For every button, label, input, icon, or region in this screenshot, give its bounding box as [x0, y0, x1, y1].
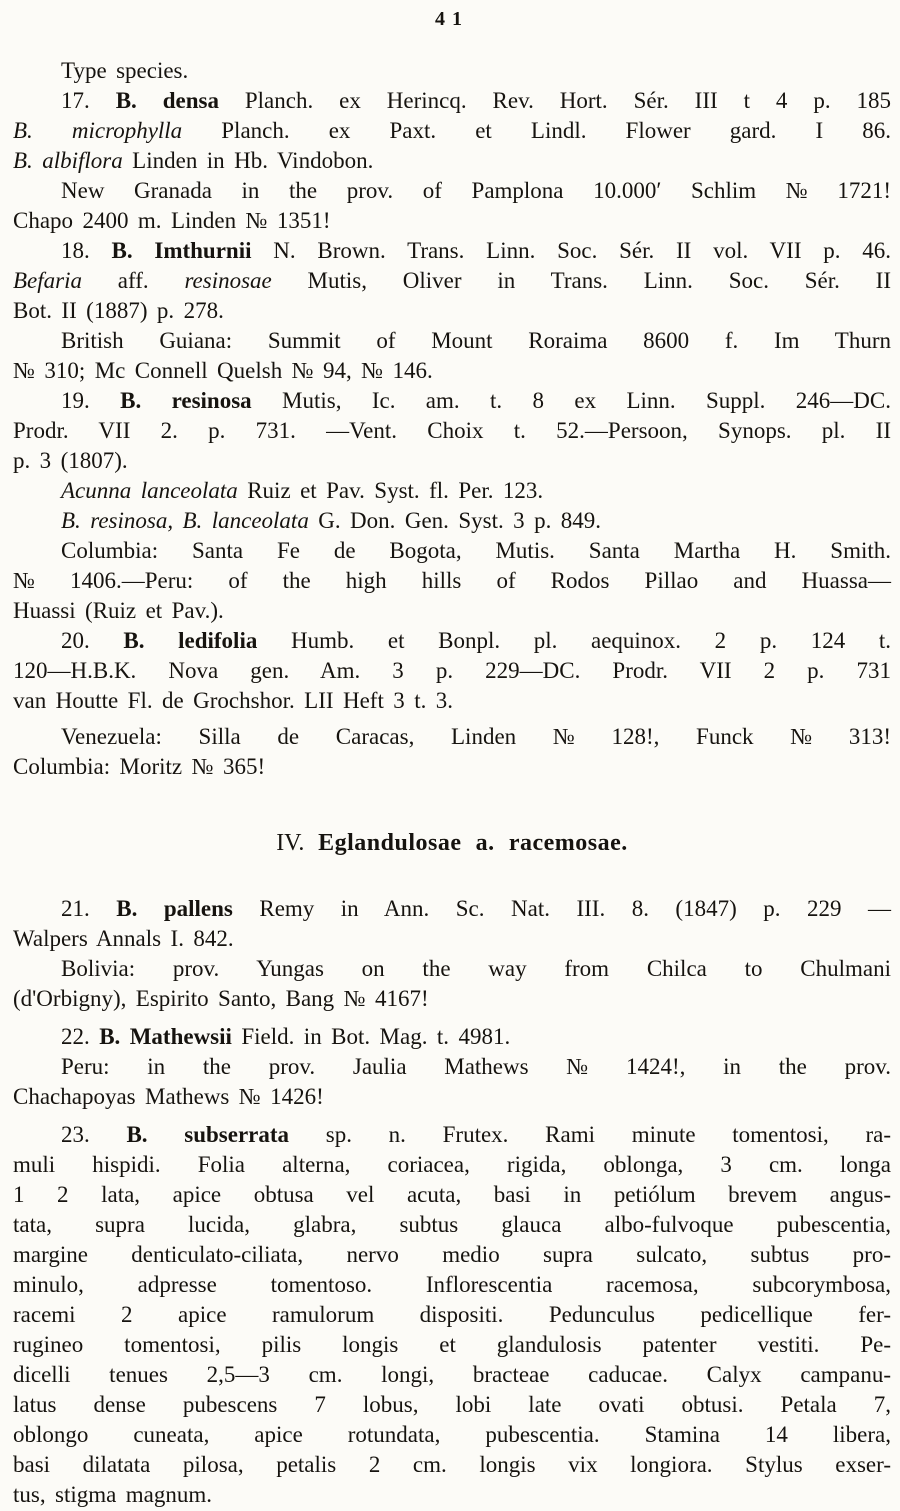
text-run: 23.	[61, 1122, 127, 1147]
text-run: Humb. et Bonpl. pl. aequinox. 2 p. 124 t.	[257, 628, 891, 653]
line-content	[13, 1332, 891, 1357]
line-content	[61, 896, 891, 921]
text-line	[13, 1120, 891, 1150]
line-content	[13, 1084, 324, 1109]
text-run: rugineo tomentosi, pilis longis et glandulosis patenter vestiti. Pe-	[13, 1332, 891, 1357]
species-name: B. resinosa	[120, 388, 252, 413]
text-line	[13, 566, 891, 596]
line-content	[13, 448, 128, 473]
line-content	[13, 1272, 891, 1297]
text-line	[13, 206, 891, 236]
species-name: B. ledifolia	[123, 628, 258, 653]
text-line	[13, 356, 891, 386]
text-line	[13, 596, 891, 626]
text-line	[13, 1240, 891, 1270]
text-line	[13, 1210, 891, 1240]
text-run: № 310; Mc Connell Quelsh № 94, № 146.	[13, 358, 433, 383]
text-run: Walpers Annals I. 842.	[13, 926, 234, 951]
species-name: B. Mathewsii	[99, 1024, 232, 1049]
taxon-name-italic: B. resinosa, B. lanceolata	[61, 508, 309, 533]
text-line	[13, 1022, 891, 1052]
text-line	[13, 446, 891, 476]
text-run: 17.	[61, 88, 116, 113]
text-run: Planch. ex Paxt. et Lindl. Flower gard. I 86.	[182, 118, 891, 143]
text-run: tata, supra lucida, glabra, subtus glauca albo-fulvoque pubescentia,	[13, 1212, 891, 1237]
text-run: van Houtte Fl. de Grochshor. LII Heft 3 t. 3.	[13, 688, 454, 713]
text-run: New Granada in the prov. of Pamplona 10.000′ Schlim № 1721!	[61, 178, 891, 203]
taxon-name-italic: B. albiflora	[13, 148, 123, 173]
text-run: aff.	[82, 268, 185, 293]
line-content	[61, 724, 891, 749]
line-content	[61, 328, 891, 353]
text-line	[13, 116, 891, 146]
text-run: 120—H.B.K. Nova gen. Am. 3 p. 229—DC. Prodr. VII 2 p. 731	[13, 658, 891, 683]
line-content	[61, 508, 601, 533]
text-line	[13, 924, 891, 954]
text-line	[13, 1300, 891, 1330]
text-run: minulo, adpresse tomentoso. Inflorescentia racemosa, subcorymbosa,	[13, 1272, 891, 1297]
text-run: Bot. II (1887) p. 278.	[13, 298, 224, 323]
line-content	[61, 388, 891, 413]
taxon-name-italic: B. microphylla	[13, 118, 183, 143]
line-content	[13, 298, 224, 323]
line-content	[13, 1242, 891, 1267]
text-run: 20.	[61, 628, 124, 653]
line-content	[13, 1362, 891, 1387]
text-run: p. 3 (1807).	[13, 448, 128, 473]
text-run: Type species.	[61, 58, 189, 83]
text-run: latus dense pubescens 7 lobus, lobi late ovati obtusi. Petala 7,	[13, 1392, 891, 1417]
text-line	[13, 176, 891, 206]
text-run: Linden in Hb. Vindobon.	[122, 148, 374, 173]
line-content	[13, 658, 891, 683]
text-run: Mutis, Oliver in Trans. Linn. Soc. Sér. II	[271, 268, 891, 293]
line-content	[61, 478, 543, 503]
species-name: B. Imthurnii	[111, 238, 252, 263]
text-run: Columbia: Moritz № 365!	[13, 754, 266, 779]
line-content	[13, 208, 331, 233]
text-column	[13, 56, 891, 1510]
line-content	[13, 1422, 891, 1447]
text-run: Bolivia: prov. Yungas on the way from Chilca to Chulmani	[61, 956, 891, 981]
species-name: B. densa	[115, 88, 219, 113]
line-content	[276, 830, 628, 856]
line-content	[13, 754, 265, 779]
text-run: 19.	[61, 388, 121, 413]
text-line	[13, 386, 891, 416]
line-content	[61, 238, 891, 263]
text-line	[13, 1360, 891, 1390]
line-content	[13, 1302, 891, 1327]
line-content	[61, 628, 891, 653]
line-content	[13, 1452, 891, 1477]
text-run: Columbia: Santa Fe de Bogota, Mutis. Santa Martha H. Smith.	[61, 538, 891, 563]
text-line	[13, 626, 891, 656]
text-run: muli hispidi. Folia alterna, coriacea, rigida, oblonga, 3 cm. longa	[13, 1152, 891, 1177]
text-run: dicelli tenues 2,5—3 cm. longi, bracteae caducae. Calyx campanu-	[13, 1362, 891, 1387]
text-line	[13, 296, 891, 326]
text-run: oblongo cuneata, apice rotundata, pubescentia. Stamina 14 libera,	[13, 1422, 891, 1447]
line-content	[13, 598, 224, 623]
line-content	[13, 118, 891, 143]
text-run: sp. n. Frutex. Rami minute tomentosi, ra-	[289, 1122, 891, 1147]
text-run: margine denticulato-ciliata, nervo medio supra sulcato, subtus pro-	[13, 1242, 891, 1267]
text-line	[13, 1480, 891, 1510]
line-content	[13, 1152, 891, 1177]
text-line	[13, 1150, 891, 1180]
line-content	[13, 1182, 891, 1207]
line-content	[13, 358, 433, 383]
text-run: (d'Orbigny), Espirito Santo, Bang № 4167!	[13, 986, 429, 1011]
text-line	[13, 656, 891, 686]
text-run: Peru: in the prov. Jaulia Mathews № 1424!, in the prov.	[61, 1054, 891, 1079]
text-run: Field. in Bot. Mag. t. 4981.	[231, 1024, 511, 1049]
text-run: IV.	[276, 830, 319, 856]
line-content	[13, 1212, 891, 1237]
text-line	[13, 1082, 891, 1112]
text-line	[13, 722, 891, 752]
line-content	[13, 568, 891, 593]
line-content	[61, 538, 891, 563]
text-run: Chachapoyas Mathews № 1426!	[13, 1084, 324, 1109]
text-line	[13, 416, 891, 446]
text-run: № 1406.—Peru: of the high hills of Rodos Pillao and Huassa—	[13, 568, 891, 593]
text-line	[13, 686, 891, 716]
line-content	[61, 1024, 510, 1049]
text-line	[13, 1420, 891, 1450]
text-line	[13, 1180, 891, 1210]
text-line	[13, 752, 891, 782]
text-line	[13, 954, 891, 984]
text-run: 22.	[61, 1024, 100, 1049]
text-run: G. Don. Gen. Syst. 3 p. 849.	[308, 508, 602, 533]
line-content	[61, 178, 891, 203]
text-line	[13, 1330, 891, 1360]
text-line	[13, 1450, 891, 1480]
line-content	[13, 1392, 891, 1417]
line-content	[61, 88, 891, 113]
text-line	[13, 56, 891, 86]
text-run: Ruiz et Pav. Syst. fl. Per. 123.	[237, 478, 544, 503]
line-content	[61, 1122, 891, 1147]
text-run: N. Brown. Trans. Linn. Soc. Sér. II vol. VII p. 46.	[251, 238, 891, 263]
text-line	[13, 1270, 891, 1300]
text-line	[13, 326, 891, 356]
line-content	[13, 986, 429, 1011]
text-run: Planch. ex Herincq. Rev. Hort. Sér. III t 4 p. 185	[218, 88, 891, 113]
text-line	[13, 536, 891, 566]
text-run: British Guiana: Summit of Mount Roraima 8600 f. Im Thurn	[61, 328, 891, 353]
line-content	[61, 956, 891, 981]
text-run: Chapo 2400 m. Linden № 1351!	[13, 208, 331, 233]
text-line	[13, 894, 891, 924]
line-content	[61, 58, 188, 83]
text-run: 18.	[61, 238, 112, 263]
text-line	[13, 266, 891, 296]
text-line	[13, 86, 891, 116]
text-line	[13, 236, 891, 266]
species-name: B. subserrata	[126, 1122, 290, 1147]
text-run: racemi 2 apice ramulorum dispositi. Pedunculus pedicellique fer-	[13, 1302, 891, 1327]
text-line	[13, 1052, 891, 1082]
text-run: 21.	[61, 896, 117, 921]
text-run: Prodr. VII 2. p. 731. —Vent. Choix t. 52.—Persoon, Synops. pl. II	[13, 418, 891, 443]
text-line	[13, 506, 891, 536]
line-content	[13, 1482, 212, 1507]
taxon-name-italic: Acunna lanceolata	[61, 478, 238, 503]
line-content	[13, 418, 891, 443]
line-content	[13, 688, 453, 713]
text-run: tus, stigma magnum.	[13, 1482, 213, 1507]
line-content	[13, 926, 234, 951]
text-run: basi dilatata pilosa, petalis 2 cm. longis vix longiora. Stylus exser-	[13, 1452, 891, 1477]
taxon-name-italic: Befaria	[13, 268, 82, 293]
page-number: 41	[435, 8, 469, 30]
text-run: Mutis, Ic. am. t. 8 ex Linn. Suppl. 246—DC.	[251, 388, 891, 413]
section-heading	[13, 828, 891, 858]
species-name: Eglandulosae a. racemosae.	[318, 830, 628, 856]
text-run: 1 2 lata, apice obtusa vel acuta, basi in petiólum brevem angus-	[13, 1182, 891, 1207]
line-content	[13, 148, 373, 173]
text-run: Huassi (Ruiz et Pav.).	[13, 598, 224, 623]
text-line	[13, 146, 891, 176]
text-run: Venezuela: Silla de Caracas, Linden № 128!, Funck № 313!	[61, 724, 891, 749]
species-name: B. pallens	[116, 896, 233, 921]
line-content	[13, 268, 891, 293]
text-line	[13, 1390, 891, 1420]
text-line	[13, 984, 891, 1014]
text-run: Remy in Ann. Sc. Nat. III. 8. (1847) p. 229 —	[232, 896, 891, 921]
line-content	[61, 1054, 891, 1079]
taxon-name-italic: resinosae	[184, 268, 272, 293]
text-line	[13, 476, 891, 506]
